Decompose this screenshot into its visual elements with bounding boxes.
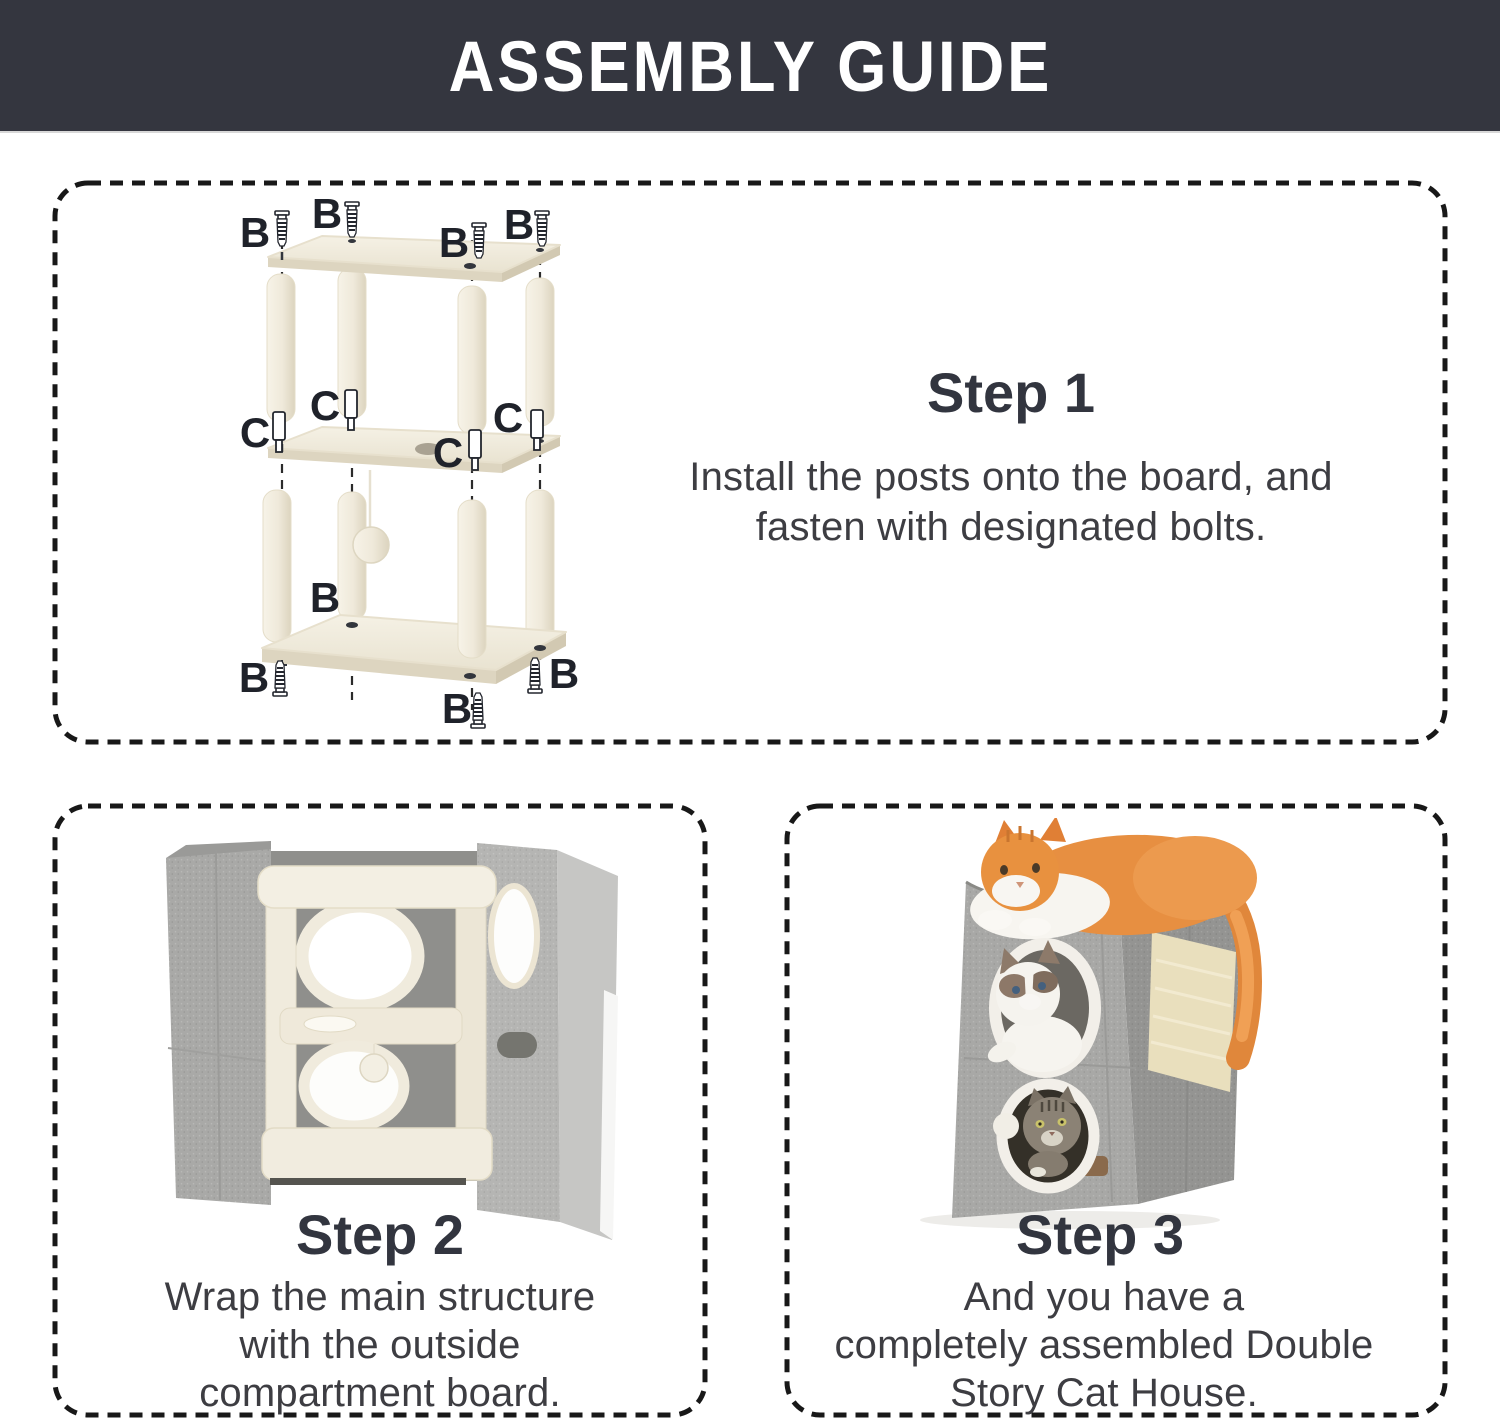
cat-eye	[1000, 865, 1008, 875]
ragdoll-mask	[999, 974, 1029, 998]
shelf-hole	[304, 1016, 356, 1032]
cat-eye	[1032, 863, 1040, 873]
connector-marker-letter: C	[432, 429, 464, 476]
ragdoll-eye	[1012, 986, 1020, 994]
step1-line1: Install the posts onto the board, and	[689, 455, 1333, 499]
bolt-marker-letter: B	[503, 201, 535, 248]
outer-panel-left	[166, 841, 271, 1205]
step3-line2: completely assembled Double	[834, 1323, 1374, 1367]
step2-line2: with the outside	[239, 1323, 521, 1367]
bottom-board	[262, 1128, 492, 1180]
bolt-marker-letter: B	[311, 194, 343, 237]
bottom-shadow	[270, 1178, 466, 1185]
step2-description	[52, 1273, 708, 1417]
step3-illustration	[880, 818, 1424, 1232]
porthole	[491, 886, 537, 986]
bolt-icon	[471, 693, 485, 728]
bolt-icon	[345, 202, 359, 237]
hanging-ball	[360, 1054, 388, 1082]
step2-line3: compartment board.	[199, 1371, 561, 1415]
bolt-marker-letter: B	[239, 209, 271, 256]
sisal-scratch-pad	[1148, 932, 1236, 1092]
bolt-marker-letter: B	[438, 219, 470, 266]
connector-marker-letter: C	[239, 409, 271, 456]
bolt-marker-letter: B	[548, 650, 580, 697]
step2-illustration	[95, 835, 625, 1247]
upper-oval-opening	[302, 906, 418, 1006]
lower-compartment	[993, 1084, 1094, 1188]
bolt-icon	[535, 211, 549, 246]
step2-line1: Wrap the main structure	[164, 1275, 596, 1319]
step3-panel	[784, 803, 1448, 1418]
step1-panel	[52, 180, 1448, 745]
step1-line2: fasten with designated bolts.	[755, 505, 1267, 549]
bolt-icon	[273, 661, 287, 696]
handle-slot	[497, 1032, 537, 1058]
step1-description	[561, 452, 1461, 552]
step2-panel	[52, 803, 708, 1418]
top-board	[258, 866, 496, 908]
header-banner	[0, 0, 1500, 133]
bolt-marker-letter: B	[309, 574, 341, 621]
bolt-marker-letter: B	[238, 654, 270, 701]
ragdoll-mask	[1030, 971, 1058, 993]
step1-title: Step 1	[926, 361, 1096, 424]
outer-panel-far-right	[557, 850, 618, 1240]
tabby-head	[1023, 1097, 1081, 1155]
bolt-marker-letter: B	[441, 685, 473, 732]
step3-line1: And you have a	[963, 1275, 1245, 1319]
lower-oval-opening	[304, 1046, 404, 1126]
page-title: ASSEMBLY GUIDE	[448, 25, 1052, 106]
step3-title: Step 3	[1015, 1203, 1185, 1266]
step3-description	[784, 1273, 1424, 1417]
step3-line3: Story Cat House.	[950, 1371, 1258, 1415]
connector-marker-letter: C	[492, 394, 524, 441]
pompom-ball	[993, 1113, 1019, 1139]
lower-post-front	[458, 500, 486, 658]
connector-marker-letter: C	[309, 382, 341, 429]
connector-icon	[345, 390, 357, 430]
step2-title: Step 2	[295, 1203, 465, 1266]
main-structure	[258, 866, 496, 1185]
bolt-icon	[275, 211, 289, 246]
ragdoll-eye	[1038, 982, 1046, 990]
cat-ear	[1040, 818, 1066, 842]
bottom-board	[262, 615, 566, 684]
cat-muzzle	[992, 875, 1040, 907]
